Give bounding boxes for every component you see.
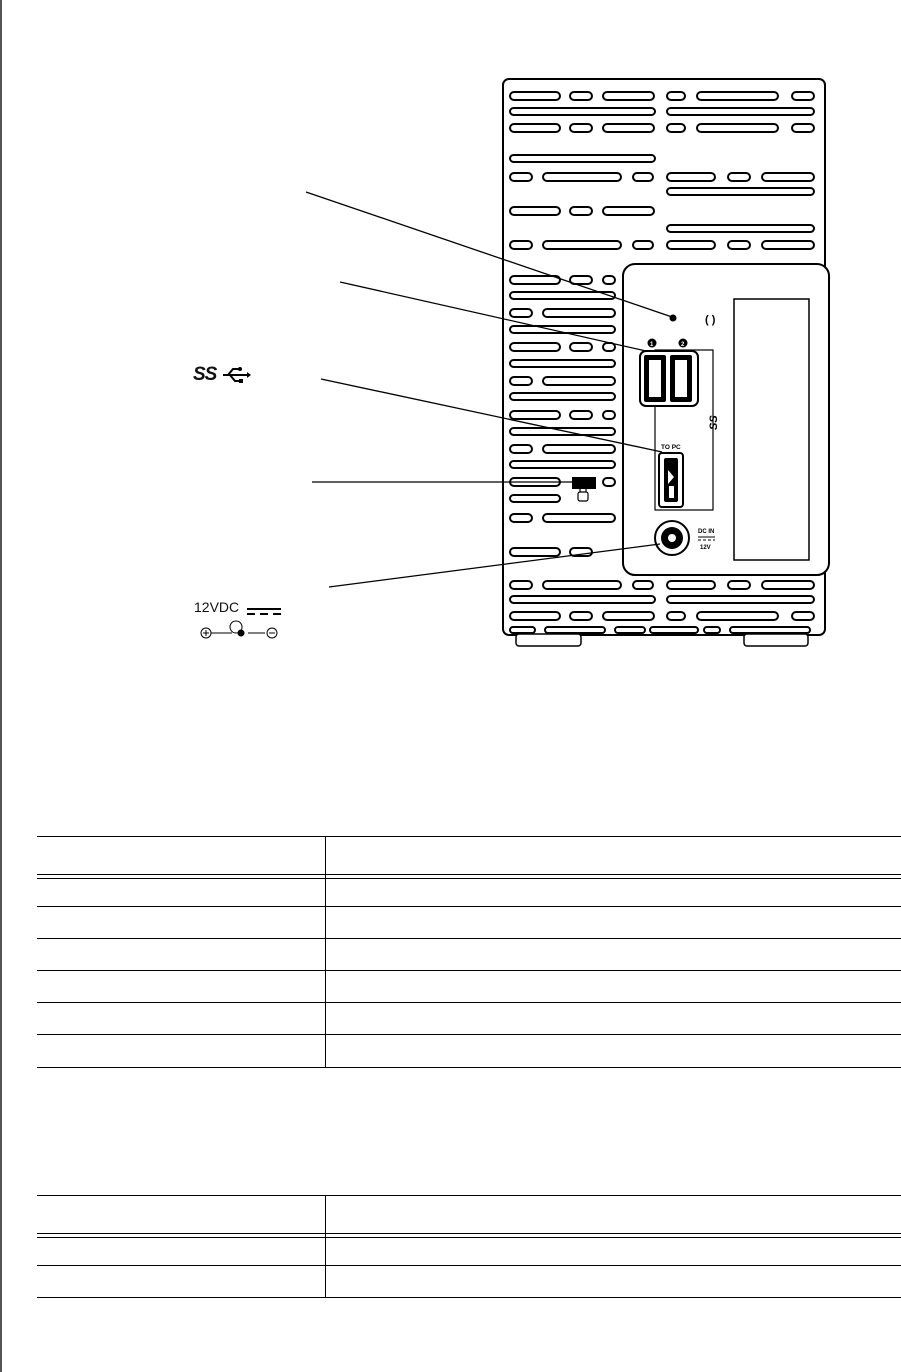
table1-top-rule: [37, 836, 901, 837]
to-pc-label: TO PC: [661, 444, 681, 451]
table1-row-rule: [37, 1002, 901, 1003]
usb-side-logo: SS: [708, 415, 720, 430]
usb-logo-text: SS: [193, 364, 217, 385]
table2-column-divider: [325, 1195, 326, 1298]
reset-button: [670, 315, 677, 322]
table1-column-divider: [325, 836, 326, 1068]
port-number-2: 2: [681, 342, 685, 348]
table1-header-rule-2: [37, 878, 901, 879]
usb-to-pc-port: [659, 453, 683, 507]
table1-header-rule: [37, 874, 901, 875]
dc-in-label: DC IN: [698, 529, 715, 535]
table2-top-rule: [37, 1195, 901, 1196]
table2-row-rule: [37, 1265, 901, 1266]
dc-in-jack: [655, 521, 689, 555]
superspeed-usb-icon: [221, 366, 251, 384]
table1-row-rule: [37, 938, 901, 939]
dc-voltage-label: 12V: [700, 545, 711, 551]
port-table-1: [37, 836, 901, 1068]
table2-header-rule: [37, 1233, 901, 1234]
table1-row-rule: [37, 1034, 901, 1035]
port-number-1: 1: [650, 342, 654, 348]
table1-row-rule: [37, 906, 901, 907]
superspeed-usb-logo: [193, 364, 251, 386]
reset-icon: ( ): [705, 314, 716, 326]
table1-row-rule: [37, 970, 901, 971]
table1-bottom-rule: [37, 1067, 901, 1068]
port-table-2: [37, 1195, 901, 1298]
dc-label: 12VDC: [194, 599, 240, 615]
table2-bottom-rule: [37, 1297, 901, 1298]
table2-header-rule-2: [37, 1237, 901, 1238]
